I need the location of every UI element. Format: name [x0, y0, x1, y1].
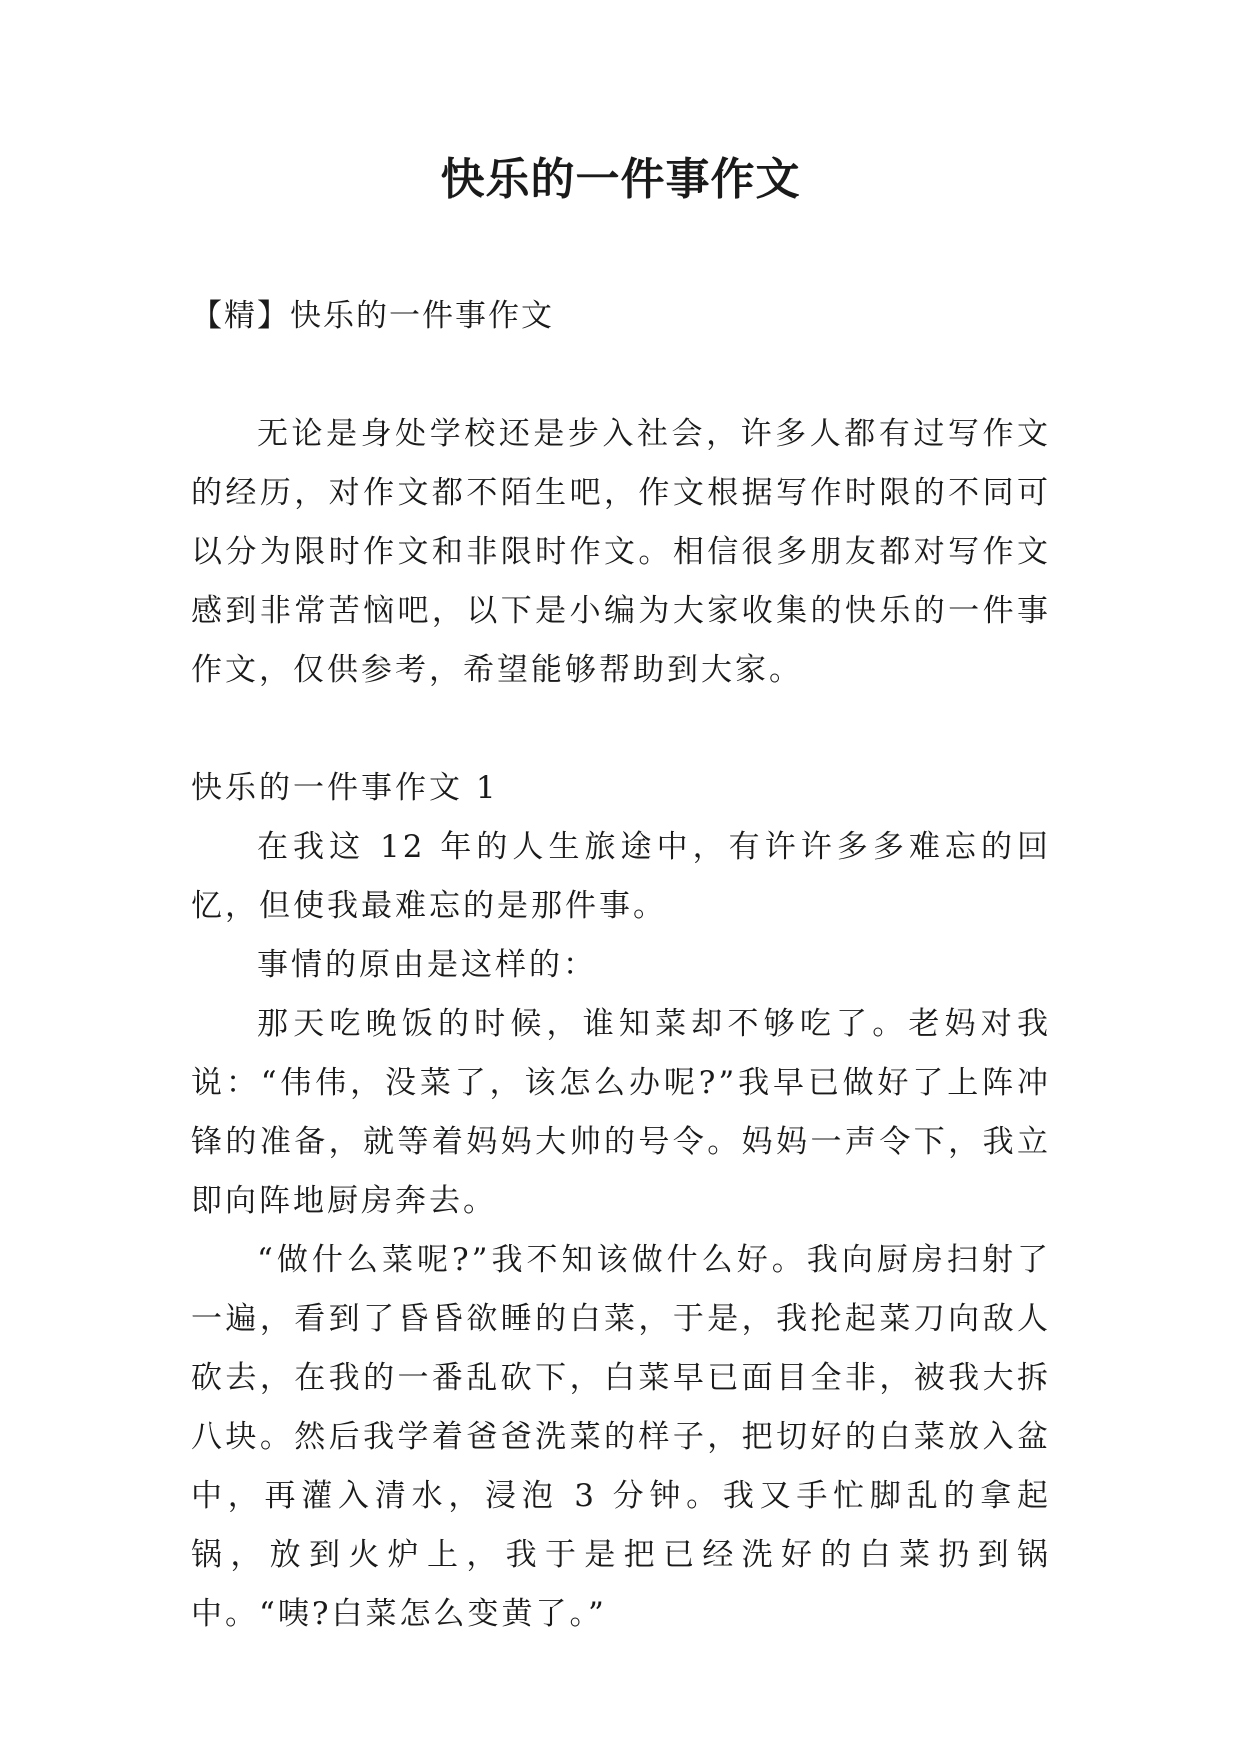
document-subtitle: 【精】快乐的一件事作文: [191, 298, 554, 334]
body-paragraph: “做什么菜呢?”我不知该做什么好。我向厨房扫射了一遍，看到了昏昏欲睡的白菜，于是，我抡起菜刀向敌人砍去，在我的一番乱砍下，白菜早已面目全非，被我大拆八块。然后我学着爸爸洗菜的样子，把切好的白菜放入盆中，再灌入清水，浸泡 3 分钟。我又手忙脚乱的拿起锅，放到火炉上，我于是把已经洗好的白菜扔到锅中。“咦?白菜怎么变黄了。”: [191, 1242, 1051, 1632]
body-paragraph: 在我这 12 年的人生旅途中，有许许多多难忘的回忆，但使我最难忘的是那件事。: [191, 829, 1051, 924]
spacer: [191, 346, 1051, 405]
body-paragraph: 那天吃晚饭的时候，谁知菜却不够吃了。老妈对我说：“伟伟，没菜了，该怎么办呢?”我早已做好了上阵冲锋的准备，就等着妈妈大帅的号令。妈妈一声令下，我立即向阵地厨房奔去。: [191, 1006, 1051, 1219]
document-title: 快乐的一件事作文: [440, 154, 801, 205]
spacer: [191, 700, 1051, 759]
document-body: [191, 287, 1051, 1644]
intro-paragraph: 无论是身处学校还是步入社会，许多人都有过写作文的经历，对作文都不陌生吧，作文根据写作时限的不同可以分为限时作文和非限时作文。相信很多朋友都对写作文感到非常苦恼吧，以下是小编为大家收集的快乐的一件事作文，仅供参考，希望能够帮助到大家。: [191, 416, 1051, 688]
body-paragraph: 事情的原由是这样的：: [257, 947, 597, 983]
section-heading: 快乐的一件事作文 1: [191, 770, 499, 806]
